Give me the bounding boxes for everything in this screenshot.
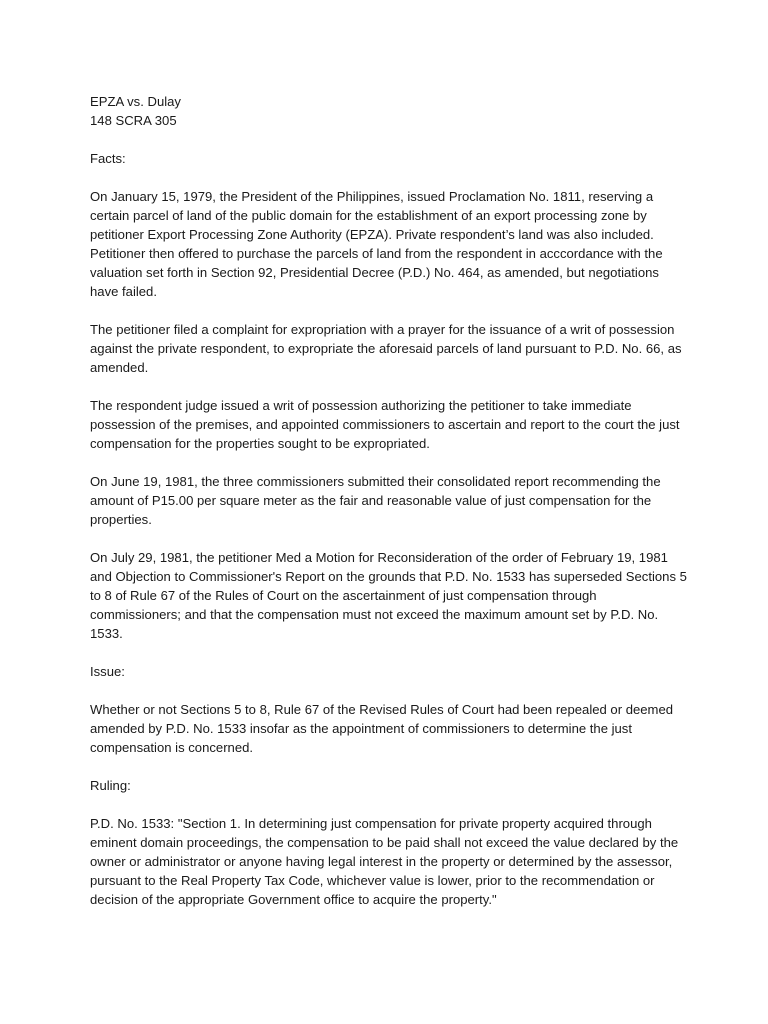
case-title: EPZA vs. Dulay (90, 94, 181, 109)
document-page (90, 92, 690, 928)
facts-paragraph-2: The petitioner filed a complaint for expropriation with a prayer for the issuance of a writ of possession against the private respondent, to expropriate the aforesaid parcels of land pursuant to P.D. No. 66, as amended. (90, 322, 682, 375)
case-citation: 148 SCRA 305 (90, 113, 177, 128)
ruling-paragraph: P.D. No. 1533: "Section 1. In determining just compensation for private property acquired through eminent domain proceedings, the compensation to be paid shall not exceed the value declared by the owner or administrator or anyone having legal interest in the property or determined by the assessor, pursuant to the Real Property Tax Code, whichever value is lower, prior to the recommendation or decision of the appropriate Government office to acquire the property." (90, 816, 679, 907)
issue-heading: Issue: (90, 664, 125, 679)
ruling-heading: Ruling: (90, 778, 131, 793)
facts-paragraph-5: On July 29, 1981, the petitioner Med a Motion for Reconsideration of the order of February 19, 1981 and Objection to Commissioner's Report on the grounds that P.D. No. 1533 has superseded Sections 5 to 8 of Rule 67 of the Rules of Court on the ascertainment of just compensation through commissioners; and that the compensation must not exceed the maximum amount set by P.D. No. 1533. (90, 550, 687, 641)
facts-paragraph-4: On June 19, 1981, the three commissioners submitted their consolidated report recommending the amount of P15.00 per square meter as the fair and reasonable value of just compensation for the properties. (90, 474, 661, 527)
issue-paragraph: Whether or not Sections 5 to 8, Rule 67 of the Revised Rules of Court had been repealed or deemed amended by P.D. No. 1533 insofar as the appointment of commissioners to determine the just compensation is concerned. (90, 702, 674, 755)
facts-heading: Facts: (90, 151, 126, 166)
facts-paragraph-3: The respondent judge issued a writ of possession authorizing the petitioner to take immediate possession of the premises, and appointed commissioners to ascertain and report to the court the just compensation for the properties sought to be expropriated. (90, 398, 680, 451)
facts-paragraph-1: On January 15, 1979, the President of the Philippines, issued Proclamation No. 1811, reserving a certain parcel of land of the public domain for the establishment of an export processing zone by petitioner Export Processing Zone Authority (EPZA). Private respondent’s land was also included. Petitioner then offered to purchase the parcels of land from the respondent in acccordance with the valuation set forth in Section 92, Presidential Decree (P.D.) No. 464, as amended, but negotiations have failed. (90, 189, 663, 299)
